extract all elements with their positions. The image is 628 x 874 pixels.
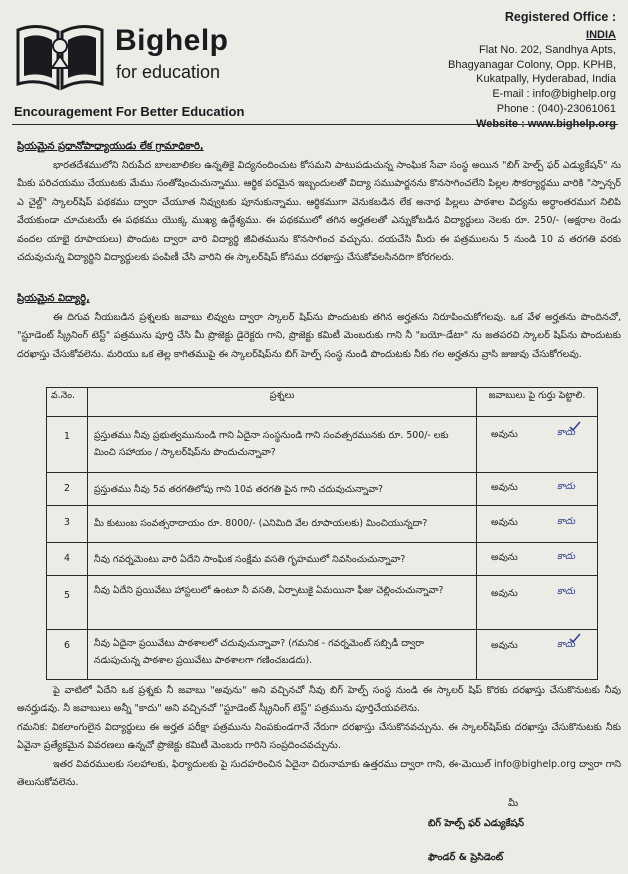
office-country: INDIA: [586, 29, 616, 41]
column-header-questions: ప్రశ్నలు: [88, 388, 477, 417]
table-row: [47, 473, 598, 506]
answer-cell: [477, 473, 598, 506]
table-row: [47, 543, 598, 576]
row-number: 6: [47, 630, 88, 680]
office-address: [396, 10, 616, 132]
open-book-icon: [14, 20, 106, 92]
question-text: నీవు ఏదేని ప్రయివేటు హాస్టలులో ఉంటూ నీ వసతి, ఏర్పాటుకై ఏమయినా ఫీజు చెల్లించుచున్నావా?: [88, 576, 477, 630]
answer-no[interactable]: కాదు: [557, 586, 575, 597]
question-text: ప్రస్తుతము నీవు ప్రభుత్వమునుండి గాని ఏదైనా సంస్థనుండి గాని సంవత్సరమునకు రూ. 500/- లకు మించి సహాయం / స్కాలర్‌షిప్‌ను పొందుచున్నావా?: [88, 417, 477, 473]
signoff-organization: బిగ్ హెల్ప్ ఫర్ ఎడ్యుకేషన్: [428, 818, 525, 829]
office-email: E-mail : info@bighelp.org: [492, 88, 616, 101]
salutation-headmaster: ప్రియమైన ప్రధానోపాధ్యాయుడు లేక గ్రామాధికారి,: [17, 141, 204, 152]
answer-yes[interactable]: అవును: [491, 640, 518, 651]
row-number: 4: [47, 543, 88, 576]
disability-note: గమనిక: వికలాంగులైన విద్యార్థులు ఈ అర్హత పరీక్షా పత్రమును నింపకుండగానే నేరుగా దరఖాస్తు చేసుకొనవచ్చును. ఈ స్కాలర్‌షిప్‌కు దరఖాస్తు చేసుకొనుటకు నీకు ఏవైనా ప్రత్యేకమైన వివరణలు ఉన్నచో ప్రొజెక్టు కమిటీ మెంబరు గారిని సంప్రదించవచ్చును.: [17, 722, 621, 752]
answer-cell: [477, 576, 598, 630]
table-header-row: [47, 388, 598, 417]
answer-cell: [477, 506, 598, 543]
answer-yes[interactable]: అవును: [491, 429, 518, 440]
answer-no[interactable]: కాదు: [557, 427, 575, 438]
table-row: [47, 576, 598, 630]
office-phone: Phone : (040)-23061061: [496, 102, 616, 115]
office-website: Website : www.bighelp.org: [476, 117, 616, 130]
column-header-answers: జవాబులు పై గుర్తు పెట్టాలి.: [477, 388, 598, 417]
answer-no[interactable]: కాదు: [557, 516, 575, 527]
question-text: నీవు గవర్నమెంటు వారి ఏదేని సాంఘిక సంక్షేమ వసతి గృహములో నివసించుచున్నావా?: [88, 543, 477, 576]
brand-subtitle: for education: [116, 62, 221, 82]
row-number: 3: [47, 506, 88, 543]
row-number: 2: [47, 473, 88, 506]
office-line-1: Flat No. 202, Sandhya Apts,: [479, 43, 616, 56]
table-row: [47, 506, 598, 543]
table-row: [47, 630, 598, 680]
brand-name: Bighelp: [115, 24, 229, 57]
answer-cell: [477, 417, 598, 473]
tagline: Encouragement For Better Education: [14, 104, 245, 119]
office-line-2: Bhagyanagar Colony, Opp. KPHB,: [448, 58, 616, 71]
answer-yes[interactable]: అవును: [491, 517, 518, 528]
salutation-student: ప్రియమైన విద్యార్థి,: [17, 293, 90, 304]
signoff-yours: మీ: [508, 798, 519, 809]
header-divider: [12, 124, 618, 125]
answer-yes[interactable]: అవును: [491, 482, 518, 493]
question-text: మీ కుటుంబ సంవత్సరాదాయం రూ. 8000/- (ఎనిమిది వేల రూపాయలకు) మించియున్నదా?: [88, 506, 477, 543]
answer-yes[interactable]: అవును: [491, 588, 518, 599]
office-line-3: Kukatpally, Hyderabad, India: [476, 73, 616, 86]
eligibility-table: [46, 387, 598, 680]
question-text: ప్రస్తుతము నీవు 5వ తరగతిలోపు గాని 10వ తరగతి పైన గాని చదువుచున్నావా?: [88, 473, 477, 506]
answer-no[interactable]: కాదు: [557, 551, 575, 562]
eligibility-note: పై వాటిలో ఏదేని ఒక ప్రశ్నకు నీ జవాబు "అవును" అని వచ్చినచో నీవు బిగ్ హెల్ప్ సంస్థ నుండి ఈ స్కాలర్ షిప్ కొరకు దరఖాస్తు చేసుకొనుటకు నీవు అనర్హుడవు. నీ జవాబులు అన్నీ "కాదు" అని వచ్చినచో "స్టూడెంట్ స్క్రీనింగ్ టెస్ట్" పత్రమును పూర్తిచేయవలెను.: [17, 685, 621, 715]
row-number: 1: [47, 417, 88, 473]
answer-cell: [477, 630, 598, 680]
instructions-paragraph: ఈ దిగువ నీయబడిన ప్రశ్నలకు జవాబు లివ్వుట ద్వారా స్కాలర్ షిప్‌ను పొందుటకు తగిన అర్హతను నిరూపించుకోగలవు. ఒక వేళ అర్హతను పొందినచో, "స్టూడెంట్ స్క్రీనింగ్ టెస్ట్" పత్రమును పూర్తి చేసి మీ ప్రొజెక్టు డైరెక్టరు గాని, ప్రొజెక్టు కమిటీ మెంబరుకు గాని నీ "బయో-డేటా" ను జతపరచి స్కాలర్ షిప్‌ను పొందుటకు దరఖాస్తు చేసుకోవలెను. మరియు ఒక తెల్ల కాగితముపై ఈ స్కాలర్‌షిప్‌ను బిగ్ హెల్ప్ సంస్థ నుండి పొందుటకు నీకు గల అర్హతను వ్రాసి జుజువు చేసుకోగలవు.: [17, 312, 621, 360]
question-text: నీవు ఏదైనా ప్రయివేటు పాఠశాలలో చదువుచున్నావా? (గమనిక - గవర్నమెంట్ సబ్సిడీ ద్వారా నడుపుచున్న పాఠశాల ప్రయివేటు పాఠశాలగా గణించబడదు).: [88, 630, 477, 680]
answer-cell: [477, 543, 598, 576]
checkmark-icon: [569, 421, 581, 431]
office-title: Registered Office :: [504, 10, 616, 24]
column-header-number: వ.నెం.: [47, 388, 88, 417]
answer-no[interactable]: కాదు: [557, 639, 575, 650]
checkmark-icon: [569, 633, 581, 643]
answer-yes[interactable]: అవును: [491, 552, 518, 563]
answer-no[interactable]: కాదు: [557, 481, 575, 492]
intro-paragraph: భారతదేశములోని నిరుపేద బాలబాలికల ఉన్నతికై విద్యనందించుట కోసమని పాటుపడుచున్న సాంఘిక సేవా సంస్థ అయిన "బిగ్ హెల్ప్ ఫర్ ఎడ్యుకేషన్" ను మీకు పరిచయము చేయుటకు మేము సంతోషించుచున్నాము. ఆర్థిక పరమైన ఇబ్బందులతో విద్యా సముపార్జనను కొనసాగించలేని పిల్లల సౌకర్యార్థము వారికి "స్పాన్సర్ ఎ చైల్డ్" స్కాలర్‌షిప్ పథకము ద్వారా చేయూత నివ్వుటకు పూనుకున్నాము. ఆర్థికముగా వెనుకబడిన లేక అనాథ పిల్లలు పాఠశాల విద్యను అర్ధాంతరముగ నిలిపి వేయకుండా చూచుటయే ఈ పథకము యొక్క ముఖ్య ఉద్దేశ్యము. ఈ పథకములో తగిన అర్హతలతో ఎన్నుకోబడిన విద్యార్థులు నెలకు రూ. 250/- (అక్షరాల రెండు వందల యాభై రూపాయలు) పొందుట ద్వారా వారి విద్యార్థి జీవితమును కొనసాగించ వచ్చును. దయచేసి మీరు ఈ పత్రములను 5 నుండి 10 వ తరగతి వరకు చదువుచున్న విద్యార్థిని విద్యార్థులకు పంపిణీ చేసి వారిని ఈ స్కాలర్‌షిప్ కోసము దరఖాస్తు చేసుకోవలసినదిగా కోరగలరు.: [17, 160, 621, 264]
row-number: 5: [47, 576, 88, 630]
table-row: [47, 417, 598, 473]
signoff-title: ఫౌండర్ & ప్రెసిడెంట్: [428, 852, 504, 863]
contact-paragraph: ఇతర వివరములకు సలహాలకు, ఫిర్యాదులకు పై సుదహరించిన ఏదైనా చిరునామాకు ఉత్తరము ద్వారా గాని, ఈ-మెయిల్ info@bighelp.org ద్వారా గాని తెలుసుకోవలెను.: [17, 759, 621, 789]
